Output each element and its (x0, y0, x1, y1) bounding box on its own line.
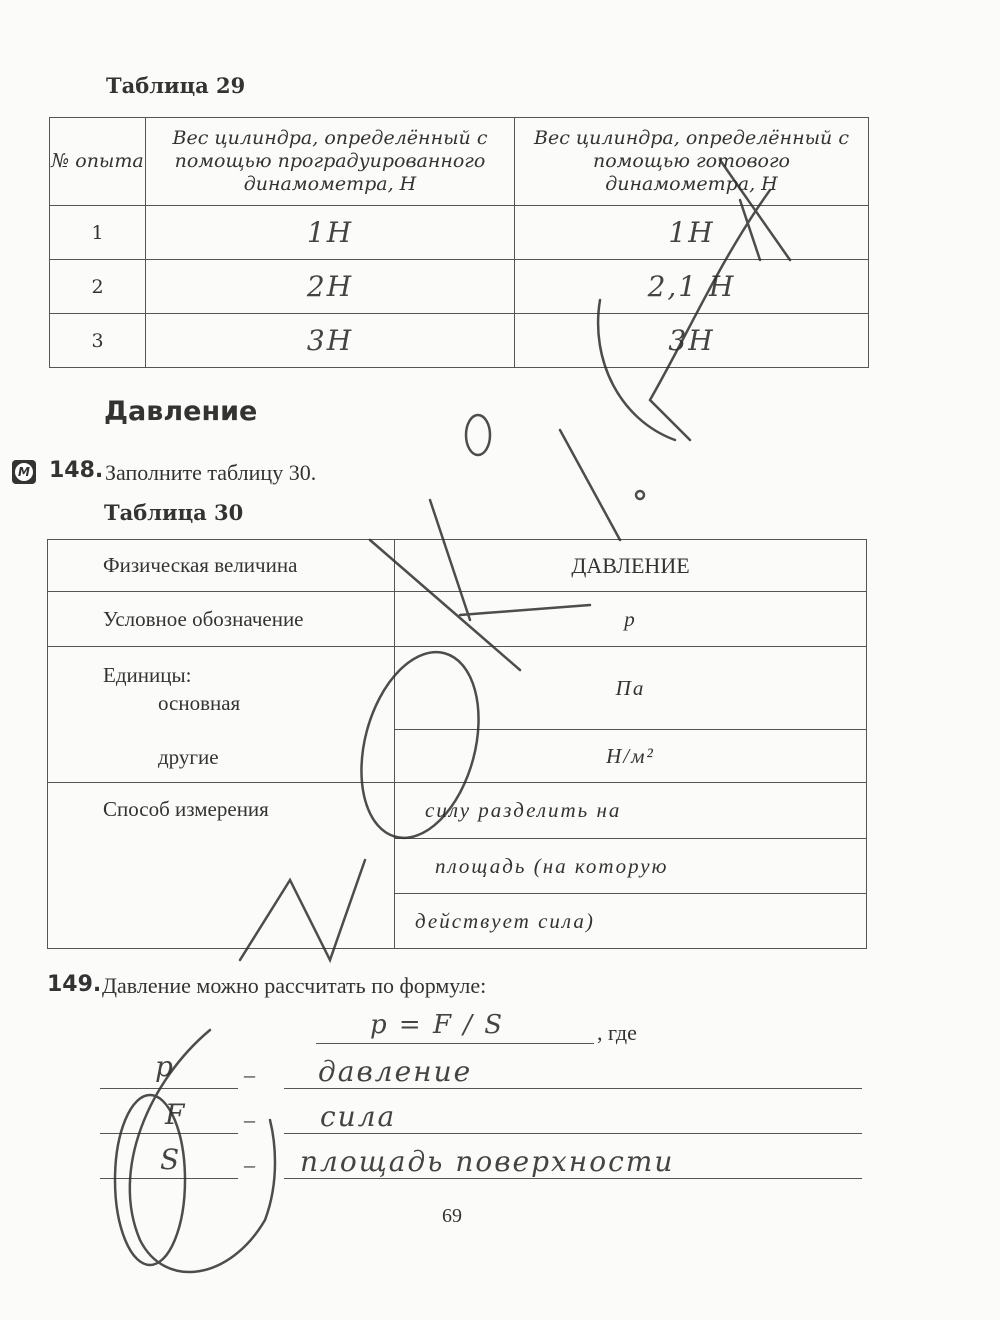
experiment-number: 2 (50, 260, 146, 314)
table-29 (49, 117, 869, 368)
definition-meaning: давление (318, 1055, 473, 1088)
experiment-number: 3 (50, 314, 146, 368)
symbol-line (100, 1088, 238, 1089)
units-main-label: основная (158, 691, 241, 715)
table-row (48, 540, 867, 592)
symbol-value: p (395, 592, 867, 647)
meaning-line (284, 1133, 862, 1134)
definition-symbol: p (155, 1050, 175, 1083)
definition-meaning: сила (320, 1100, 397, 1133)
method-badge-icon: М (12, 460, 36, 484)
definition-dash: – (244, 1062, 255, 1087)
meaning-line (284, 1088, 862, 1089)
definition-symbol: F (165, 1098, 187, 1131)
meaning-line (284, 1178, 862, 1179)
table-29-header-row (50, 118, 869, 206)
table-row (48, 592, 867, 647)
table-row (48, 647, 867, 730)
table-29-caption: Таблица 29 (106, 73, 246, 98)
method-line-2: площадь (на которую (395, 839, 867, 894)
section-title: Давление (104, 396, 258, 427)
quantity-value: ДАВЛЕНИЕ (395, 540, 867, 592)
task-149-text: Давление можно рассчитать по формуле: (102, 973, 487, 998)
table-row (50, 260, 869, 314)
header-experiment-number: № опыта (50, 118, 146, 206)
units-other-label: другие (158, 745, 219, 769)
table-row (50, 206, 869, 260)
method-label: Способ измерения (48, 783, 395, 949)
ready-weight: 2,1 Н (515, 260, 869, 314)
definition-meaning: площадь поверхности (300, 1145, 675, 1178)
ready-weight: 1Н (515, 206, 869, 260)
units-cell (48, 647, 395, 783)
units-label: Единицы: (103, 663, 192, 687)
formula-line (316, 1043, 594, 1044)
table-row (50, 314, 869, 368)
formula-where: , где (597, 1020, 637, 1045)
experiment-number: 1 (50, 206, 146, 260)
method-line-3: действует сила) (395, 894, 867, 949)
table-row (48, 783, 867, 839)
task-149-number: 149. (47, 972, 102, 997)
table-30-caption: Таблица 30 (104, 500, 244, 525)
symbol-line (100, 1178, 238, 1179)
task-148-number: 148. (49, 458, 104, 483)
task-148-text: Заполните таблицу 30. (105, 460, 317, 485)
formula-value: p = F / S (370, 1010, 505, 1040)
table-30 (47, 539, 867, 949)
symbol-label: Условное обозначение (48, 592, 395, 647)
method-line-1: силу разделить на (395, 783, 867, 839)
definition-dash: – (244, 1107, 255, 1132)
symbol-line (100, 1133, 238, 1134)
header-graduated-dynamometer: Вес цилиндра, определённый с помощью проградуированного динамометра, Н (146, 118, 515, 206)
definition-symbol: S (160, 1143, 182, 1176)
units-other-value: Н/м² (395, 730, 867, 783)
definition-dash: – (244, 1152, 255, 1177)
graduated-weight: 2Н (146, 260, 515, 314)
graduated-weight: 1Н (146, 206, 515, 260)
graduated-weight: 3Н (146, 314, 515, 368)
units-main-value: Па (395, 647, 867, 730)
header-ready-dynamometer: Вес цилиндра, определённый с помощью готового динамометра, Н (515, 118, 869, 206)
page-number: 69 (442, 1205, 462, 1227)
quantity-label: Физическая величина (48, 540, 395, 592)
ready-weight: 3Н (515, 314, 869, 368)
